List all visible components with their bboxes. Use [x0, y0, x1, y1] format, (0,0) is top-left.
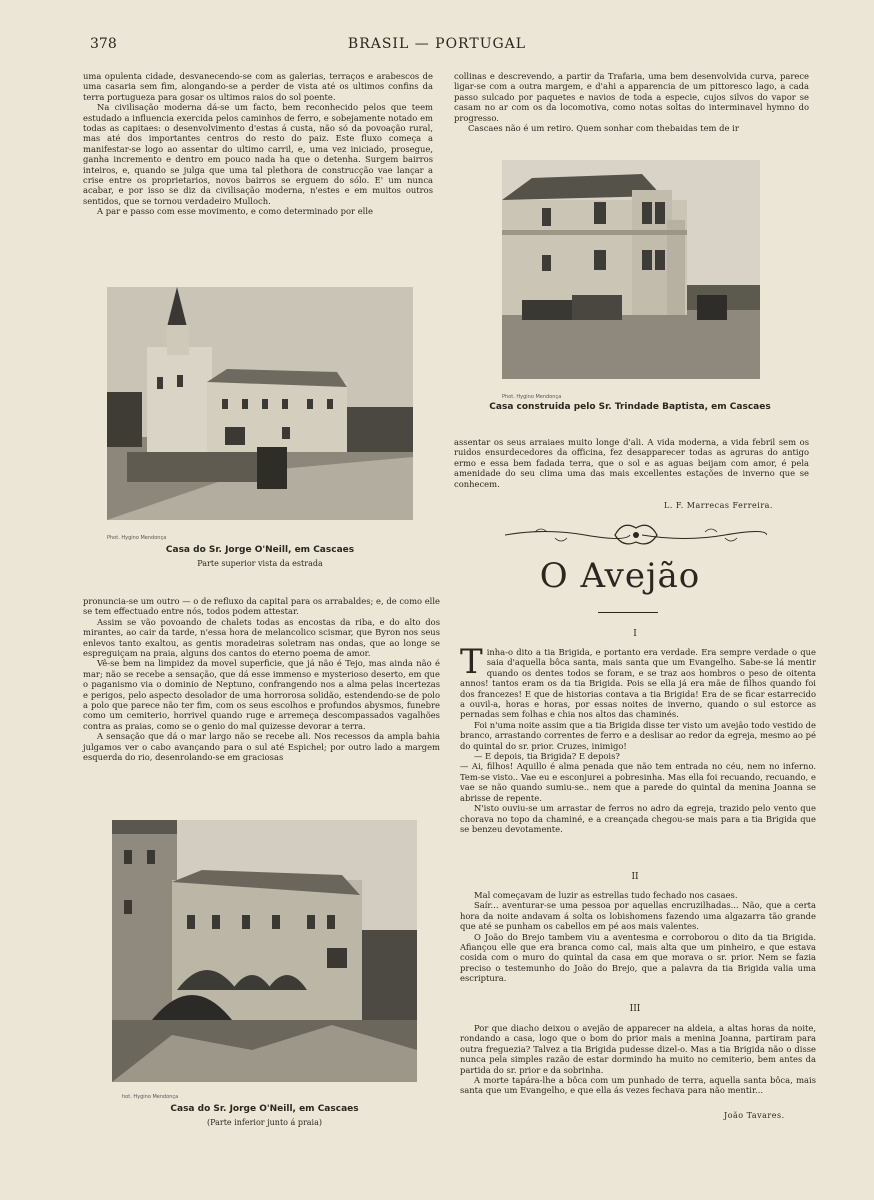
title-underline	[598, 612, 658, 616]
photo-credit: Phot. Hygino Mendonça	[502, 394, 562, 400]
story-title: O Avejão	[539, 556, 701, 596]
paragraph: assentar os seus arraiaes muito longe d'ali. A vida moderna, a vida febril sem os ruidos ensurdecedores da officina, fez desapparecer todas as agruras do antigo ermo e essa bem fadada terra, que o sol e as aguas beijam com amor, é pela amenidade do seu clima uma das mais excellentes estações de inverno que se conhecem.	[454, 437, 809, 489]
story-section-3	[460, 1023, 816, 1096]
paragraph: Foi n'uma noite assim que a tia Brigida disse ter visto um avejão todo vestido de branco, arrastando correntes de ferro e a deslisar ao redor da egreja, mesmo ao pé do quintal do sr. prior. Cruzes, inimigo!	[460, 719, 816, 751]
story-signature: João Tavares.	[724, 1111, 785, 1120]
right-column-middle	[454, 437, 809, 489]
photo-caption: Casa do Sr. Jorge O'Neill, em Cascaes	[165, 545, 355, 555]
photo-oneill-upper	[107, 287, 413, 520]
paragraph: A sensação que dá o mar largo não se recebe ali. Nos recessos da ampla bahia julgamos ver o cabo avançando para o sul até Espichel; por outro lado a margem esquerda do rio, desenrolando-se em graciosas	[83, 731, 440, 763]
paragraph	[460, 642, 816, 720]
photo-trindade-baptista	[502, 160, 760, 379]
paragraph: Assim se vão povoando de chalets todas as encostas da riba, e do alto dos mirantes, ao cair da tarde, n'essa hora de melancolico scismar, que Byron nos seus enlevos tanto exaltou, as gentis moradeiras soletram nas ondas, que ao longe se espreguiçam na praia, alguns dos cantos do eterno poema de amor.	[83, 616, 440, 659]
paragraph: pronuncia-se um outro — o de refluxo da capital para os arrabaldes; e, de como elle se tem effectuado entre nós, todos podem attestar.	[83, 596, 440, 617]
story-section-1	[460, 642, 816, 834]
paragraph: — E depois, tia Brigida? E depois?	[474, 751, 620, 762]
paragraph: O João do Brejo tambem viu a aventesma e corroborou o dito da tia Brigida. Afiançou elle que era branca como cal, mais alta que um pinheiro, e que estava cosida com o muro do quintal da casa em que morava o sr. prior. Nem se fazia preciso o testemunho do João do Brejo, que a palavra da tia Brigida valia uma escriptura.	[460, 931, 816, 984]
magazine-title: BRASIL — PORTUGAL	[347, 36, 527, 52]
left-column-top	[83, 71, 433, 217]
right-column-top	[454, 71, 809, 133]
paragraph: collinas e descrevendo, a partir da Trafaria, uma bem desenvolvida curva, parece ligar-se com a outra margem, e d'ahi a apparencia de um pittoresco lago, a cada passo sulcado por paquetes e navios de toda a especie, cujos silvos do vapor se casam no ar com os da locomotiva, como notas soltas do interminavel hymno do progresso.	[454, 71, 809, 123]
photo-subcaption: Parte superior vista da estrada	[197, 559, 323, 568]
paragraph: uma opulenta cidade, desvanecendo-se com as galerias, terraços e arabescos de uma casaria sem fim, alongando-se a perder de vista até os ultimos confins da terra portugueza para gosar os ultimos raios do sol poente.	[83, 71, 433, 102]
photo-credit: Phot. Hygino Mendonça	[107, 535, 167, 541]
castle-illustration	[112, 820, 417, 1082]
photo-caption: Casa do Sr. Jorge O'Neill, em Cascaes	[170, 1104, 359, 1114]
paragraph: A par e passo com esse movimento, e como determinado por elle	[97, 206, 373, 217]
section-number: I	[633, 629, 637, 639]
house-illustration	[107, 287, 413, 520]
paragraph: Cascaes não é um retiro. Quem sonhar com thebaidas tem de ir	[468, 123, 739, 134]
page-number: 378	[90, 36, 117, 52]
paragraph: Vê-se bem na limpidez da movel superficie, que já não é Tejo, mas ainda não é mar; não se recebe a sensação, que dá esse immenso e mysterioso deserto, em que o paganismo via o dominio de Neptuno, confrangendo nos a alma pelas incertezas e perigos, pelo aspecto desolador de uma horrorosa solidão, estendendo-se de polo a polo que parece não ter fim, com os seus escolhos e profundos abysmos, funebre como um cemiterio, horrivel quando ruge e arremeça descompassados vagalhões contra as praias, como se o genio do mal quizesse devorar a terra.	[83, 658, 440, 731]
author-signature: L. F. Marrecas Ferreira.	[664, 501, 773, 510]
ornament-divider	[505, 518, 767, 552]
story-section-2	[460, 890, 816, 984]
paragraph: — Ai, filhos! Aquillo é alma penada que não tem entrada no céu, nem no inferno. Tem-se visto.. Vae eu e esconjurei a pobresinha. Mas ella foi recuando, recuando, e vae se não quando sumiu-se.. nem que a parede do quintal da menina Joanna se abrisse de repente.	[460, 761, 816, 803]
paragraph: N'isto ouviu-se um arrastar de ferros no adro da egreja, trazido pelo vento que chorava no topo da chaminé, e a creançada chegou-se mais para a tia Brigida que se benzeu devotamente.	[460, 803, 816, 834]
photo-credit: hot. Hygino Mendonça	[122, 1094, 179, 1100]
left-column-middle	[83, 596, 440, 763]
drop-cap: T	[460, 642, 483, 682]
paragraph: Na civilisação moderna dá-se um facto, bem reconhecido pelos que teem estudado a influencia exercida pelos caminhos de ferro, e sobejamente notado em todas as capitaes: o desenvolvimento d'estas á custa, não só da povoação rural, mas até dos importantes centros do resto do paiz. Este fluxo começa a manifestar-se logo ao assentar do ultimo carril, e, uma vez iniciado, prosegue, ganha incremento e dentro em pouco nada ha que o detenha. Surgem bairros inteiros, e, quando se julga que uma tal plethora de construcção vae lançar a crise entre os proprietarios, novos bairros se erguem do sólo. E' um nunca acabar, e por isso se diz da civilisação moderna, n'estes e em muitos outros sentidos, que se tornou verdadeiro Mulloch.	[83, 102, 433, 206]
photo-subcaption: (Parte inferior junto á praia)	[206, 1118, 323, 1127]
section-number: III	[629, 1004, 641, 1014]
section-number: II	[631, 872, 639, 882]
paragraph: A morte tapára-lhe a bôca com um punhado de terra, aquella santa bôca, mais santa que um Evangelho, e que ella ás vezes fechava para não mentir...	[460, 1075, 816, 1096]
villa-illustration	[502, 160, 760, 379]
paragraph: Por que diacho deixou o avejão de apparecer na aldeia, a altas horas da noite, rondando a casa, logo que o bom do prior mais a menina Joanna, partiram para outra freguezia? Talvez a tia Brigida pudesse dizel-o. Mas a tia Brigida não o disse nunca pela simples razão de estar dormindo ha muito no cemiterio, bem antes da partida do sr. prior e da sobrinha.	[460, 1023, 816, 1075]
photo-caption: Casa construida pelo Sr. Trindade Baptista, em Cascaes	[489, 402, 771, 412]
paragraph: Saír... aventurar-se uma pessoa por aquellas encruzilhadas... Não, que a certa hora da noite andavam á solta os lobishomens fazendo uma algazarra tão grande que até se punham os cabellos em pé aos mais valentes.	[460, 900, 816, 932]
paragraph-text: inha-o dito a tia Brigida, e portanto era verdade. Era sempre verdade o que saia d'aquella bôca santa, mais santa que um Evangelho. Sabe-se lá mentir quando os dentes todos se foram, e se traz aos hombros o peso de oitenta annos! tantos eram os da tia Brigida. Pois se ella já era mãe de filhos quando foi dos francezes! E que de historias contava a tia Brigida! Era de se ficar estarrecido a ouvil-a, horas e horas, por essas noites de inverno, quando o sul estorce as pernadas sem folhas e chia nos altos das chaminés.	[460, 647, 816, 720]
paragraph: Mal começavam de luzir as estrellas tudo fechado nos casaes.	[474, 890, 738, 900]
page-header	[0, 36, 874, 56]
photo-oneill-lower	[112, 820, 417, 1082]
